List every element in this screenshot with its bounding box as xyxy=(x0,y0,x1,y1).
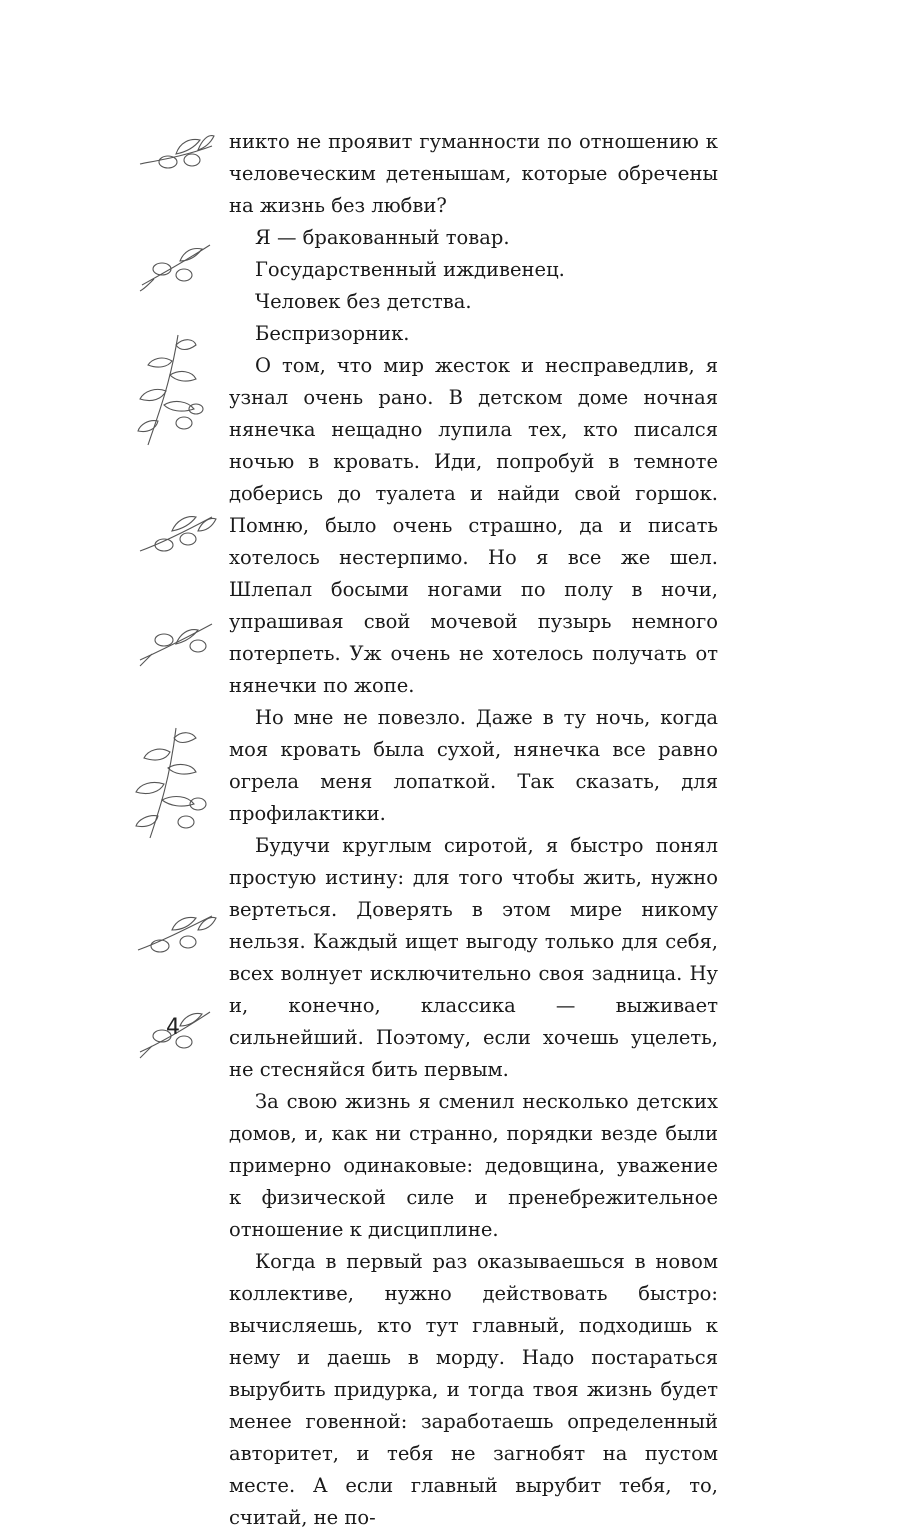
paragraph: Когда в первый раз оказываешься в новом коллективе, нужно действовать быстро: вычисляешь, кто тут главный, подходишь к нему и даешь в морду. Надо постараться вырубить придурка, и тогда твоя жизнь будет менее говенной: заработаешь определенный авторитет, и тебя не загнобят на пустом месте. А если главный вырубит тебя, то, считай, не по- xyxy=(229,1250,718,1529)
body-text xyxy=(229,126,718,1534)
olive-branch-6 xyxy=(136,728,206,838)
olive-branch-7 xyxy=(138,916,216,952)
paragraph: никто не проявит гуманности по отношению к человеческим детенышам, которые обречены на жизнь без любви? xyxy=(229,130,718,217)
paragraph: Но мне не повезло. Даже в ту ночь, когда моя кровать была сухой, нянечка все равно огрела меня лопаткой. Так сказать, для профилактики. xyxy=(229,706,718,825)
paragraph: О том, что мир жесток и несправедлив, я узнал очень рано. В детском доме ночная нянечка нещадно лупила тех, кто писался ночью в кровать. Иди, попробуй в темноте доберись до туалета и найди свой горшок. Помню, было очень страшно, да и писать хотелось нестерпимо. Но я все же шел. Шлепал босыми ногами по полу в ночи, упрашивая свой мочевой пузырь немного потерпеть. Уж очень не хотелось получать от нянечки по жопе. xyxy=(229,354,718,697)
olive-branch-3 xyxy=(138,335,203,445)
olive-branch-5 xyxy=(140,624,212,666)
paragraph: Государственный иждивенец. xyxy=(255,258,565,281)
paragraph: Будучи круглым сиротой, я быстро понял простую истину: для того чтобы жить, нужно вертеться. Доверять в этом мире никому нельзя. Каждый ищет выгоду только для себя, всех волнует исключительно своя задница. Ну и, конечно, классика — выживает сильнейший. Поэтому, если хочешь уцелеть, не стесняйся бить первым. xyxy=(229,834,718,1081)
olive-branch-2 xyxy=(140,245,210,291)
olive-branch-1 xyxy=(140,136,214,168)
paragraph: Я — бракованный товар. xyxy=(255,226,510,249)
paragraph: Человек без детства. xyxy=(255,290,472,313)
page-number: 4 xyxy=(166,1015,180,1040)
paragraph: За свою жизнь я сменил несколько детских домов, и, как ни странно, порядки везде были примерно одинаковые: дедовщина, уважение к физической силе и пренебрежительное отношение к дисциплине. xyxy=(229,1090,718,1241)
olive-branch-4 xyxy=(140,517,216,551)
paragraph: Беспризорник. xyxy=(255,322,410,345)
